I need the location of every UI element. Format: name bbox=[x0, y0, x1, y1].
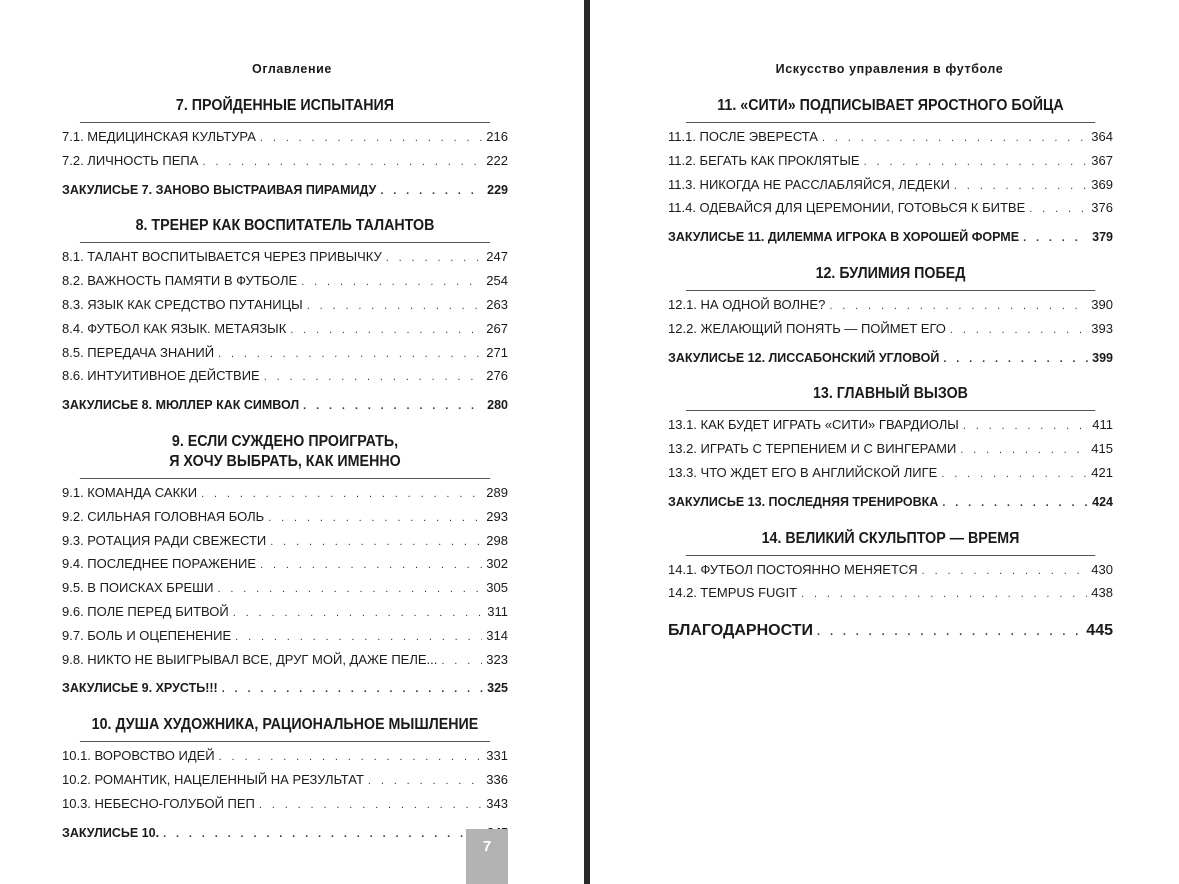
entry-page: 216 bbox=[486, 129, 508, 144]
entry-label: 11.2. БЕГАТЬ КАК ПРОКЛЯТЫЕ bbox=[668, 152, 860, 168]
dot-leader bbox=[268, 508, 482, 530]
toc-entry[interactable] bbox=[62, 294, 508, 318]
right-page bbox=[590, 0, 1179, 884]
entry-page: 421 bbox=[1091, 464, 1113, 480]
toc-entry[interactable] bbox=[62, 246, 508, 270]
running-head: Искусство управления в футболе bbox=[775, 62, 1004, 76]
entry-page: 254 bbox=[486, 273, 508, 289]
entry-label: 11.4. ОДЕВАЙСЯ ДЛЯ ЦЕРЕМОНИИ, ГОТОВЬСЯ К БИТВЕ bbox=[668, 200, 1026, 216]
entry-page: 311 bbox=[487, 603, 508, 619]
entry-page: 302 bbox=[486, 556, 508, 572]
entry-page: 438 bbox=[1091, 585, 1113, 601]
dot-leader bbox=[235, 627, 482, 649]
dot-leader bbox=[950, 320, 1087, 342]
entry-page: 343 bbox=[486, 795, 508, 811]
entry-label: 7.1. МЕДИЦИНСКАЯ КУЛЬТУРА bbox=[62, 129, 256, 144]
entry-page: 369 bbox=[1091, 176, 1113, 192]
toc-entry[interactable] bbox=[62, 530, 508, 554]
toc-entry[interactable] bbox=[62, 769, 508, 793]
chapter-title: 12. БУЛИМИЯ ПОБЕД bbox=[686, 264, 1095, 291]
chapter-8 bbox=[62, 216, 508, 418]
chapter-7 bbox=[62, 96, 508, 202]
dot-leader bbox=[270, 532, 482, 554]
toc-backstage-entry[interactable] bbox=[62, 823, 508, 846]
dot-leader bbox=[260, 128, 482, 150]
toc-entry[interactable] bbox=[62, 745, 508, 769]
entry-page: 305 bbox=[486, 580, 508, 596]
toc-entry[interactable] bbox=[62, 601, 508, 625]
chapter-title: 14. ВЕЛИКИЙ СКУЛЬПТОР — ВРЕМЯ bbox=[686, 529, 1095, 556]
entry-page: 325 bbox=[487, 681, 508, 696]
entry-label: ЗАКУЛИСЬЕ 8. МЮЛЛЕР КАК СИМВОЛ bbox=[62, 398, 300, 413]
entry-label: 14.1. ФУТБОЛ ПОСТОЯННО МЕНЯЕТСЯ bbox=[668, 561, 918, 577]
entry-page: 222 bbox=[486, 152, 508, 168]
dot-leader bbox=[960, 440, 1087, 462]
entry-label: БЛАГОДАРНОСТИ bbox=[668, 622, 814, 640]
entry-page: 445 bbox=[1086, 622, 1113, 640]
toc-backstage-entry[interactable] bbox=[62, 395, 508, 418]
entry-page: 411 bbox=[1092, 417, 1113, 433]
toc-entry[interactable] bbox=[62, 365, 508, 389]
dot-leader bbox=[218, 344, 482, 366]
toc-entry[interactable] bbox=[62, 793, 508, 817]
toc-entry[interactable] bbox=[62, 150, 508, 174]
entry-page: 229 bbox=[487, 182, 508, 197]
entry-page: 267 bbox=[486, 320, 508, 336]
toc-entry[interactable] bbox=[668, 294, 1113, 318]
dot-leader bbox=[922, 561, 1088, 583]
chapter-title: 13. ГЛАВНЫЙ ВЫЗОВ bbox=[686, 384, 1095, 411]
dot-leader bbox=[954, 176, 1087, 198]
toc-acknowledgments-entry[interactable] bbox=[668, 620, 1113, 644]
toc-entry[interactable] bbox=[62, 577, 508, 601]
dot-leader bbox=[301, 272, 482, 294]
chapter-11 bbox=[668, 96, 1113, 250]
entry-label: 14.2. TEMPUS FUGIT bbox=[668, 585, 798, 601]
entry-page: 393 bbox=[1091, 320, 1113, 336]
dot-leader bbox=[233, 603, 484, 625]
entry-label: 8.1. ТАЛАНТ ВОСПИТЫВАЕТСЯ ЧЕРЕЗ ПРИВЫЧКУ bbox=[62, 249, 382, 265]
entry-label: 9.4. ПОСЛЕДНЕЕ ПОРАЖЕНИЕ bbox=[62, 556, 257, 572]
entry-label: 13.2. ИГРАТЬ С ТЕРПЕНИЕМ И С ВИНГЕРАМИ bbox=[668, 441, 957, 457]
toc-entry[interactable] bbox=[62, 506, 508, 530]
dot-leader bbox=[801, 584, 1087, 606]
entry-page: 399 bbox=[1092, 350, 1113, 365]
entry-page: 336 bbox=[486, 771, 508, 787]
toc-entry[interactable] bbox=[62, 625, 508, 649]
dot-leader bbox=[386, 248, 483, 270]
toc-backstage-entry[interactable] bbox=[668, 227, 1113, 250]
entry-label: 12.2. ЖЕЛАЮЩИЙ ПОНЯТЬ — ПОЙМЕТ ЕГО bbox=[668, 320, 946, 336]
entry-label: 9.3. РОТАЦИЯ РАДИ СВЕЖЕСТИ bbox=[62, 532, 267, 548]
toc-entry[interactable] bbox=[668, 126, 1113, 150]
entry-page: 376 bbox=[1091, 200, 1113, 216]
dot-leader bbox=[303, 396, 483, 418]
dot-leader bbox=[264, 367, 483, 389]
chapter-title-line: Я ХОЧУ ВЫБРАТЬ, КАК ИМЕННО bbox=[169, 452, 401, 470]
table-of-contents bbox=[668, 96, 1113, 644]
dot-leader bbox=[963, 416, 1088, 438]
dot-leader bbox=[368, 771, 482, 793]
toc-entry[interactable] bbox=[668, 150, 1113, 174]
entry-label: 8.6. ИНТУИТИВНОЕ ДЕЙСТВИЕ bbox=[62, 368, 260, 384]
entry-label: 8.4. ФУТБОЛ КАК ЯЗЫК. МЕТАЯЗЫК bbox=[62, 320, 287, 336]
entry-label: 8.3. ЯЗЫК КАК СРЕДСТВО ПУТАНИЦЫ bbox=[62, 296, 303, 312]
entry-label: ЗАКУЛИСЬЕ 12. ЛИССАБОНСКИЙ УГЛОВОЙ bbox=[668, 350, 940, 365]
toc-entry[interactable] bbox=[62, 342, 508, 366]
chapter-10 bbox=[62, 715, 508, 845]
dot-leader bbox=[290, 320, 482, 342]
entry-page: 314 bbox=[486, 627, 508, 643]
toc-backstage-entry[interactable] bbox=[62, 678, 508, 701]
entry-page: 364 bbox=[1091, 129, 1113, 144]
dot-leader bbox=[864, 152, 1088, 174]
dot-leader bbox=[1029, 199, 1087, 221]
entry-page: 263 bbox=[486, 296, 508, 312]
dot-leader bbox=[202, 152, 482, 174]
chapter-title: 10. ДУША ХУДОЖНИКА, РАЦИОНАЛЬНОЕ МЫШЛЕНИЕ bbox=[80, 715, 490, 742]
toc-entry[interactable] bbox=[668, 197, 1113, 221]
entry-label: 12.1. НА ОДНОЙ ВОЛНЕ? bbox=[668, 296, 826, 312]
dot-leader bbox=[163, 824, 483, 846]
toc-entry[interactable] bbox=[668, 462, 1113, 486]
entry-page: 331 bbox=[486, 748, 508, 764]
entry-label: 10.1. ВОРОВСТВО ИДЕЙ bbox=[62, 748, 215, 764]
chapter-title bbox=[80, 432, 490, 479]
entry-label: 9.5. В ПОИСКАХ БРЕШИ bbox=[62, 580, 214, 596]
chapter-12 bbox=[668, 264, 1113, 370]
chapter-title: 8. ТРЕНЕР КАК ВОСПИТАТЕЛЬ ТАЛАНТОВ bbox=[80, 216, 490, 243]
entry-page: 367 bbox=[1091, 152, 1113, 168]
toc-entry[interactable] bbox=[668, 438, 1113, 462]
entry-label: 11.1. ПОСЛЕ ЭВЕРЕСТА bbox=[668, 129, 818, 144]
entry-label: 9.8. НИКТО НЕ ВЫИГРЫВАЛ ВСЕ, ДРУГ МОЙ, ДАЖЕ ПЕЛЕ... bbox=[62, 651, 438, 667]
dot-leader bbox=[259, 795, 482, 817]
entry-page: 271 bbox=[486, 344, 508, 360]
entry-label: 11.3. НИКОГДА НЕ РАССЛАБЛЯЙСЯ, ЛЕДЕКИ bbox=[668, 176, 950, 192]
toc-entry[interactable] bbox=[668, 582, 1113, 606]
entry-label: ЗАКУЛИСЬЕ 13. ПОСЛЕДНЯЯ ТРЕНИРОВКА bbox=[668, 494, 939, 509]
entry-page: 379 bbox=[1092, 230, 1113, 245]
entry-page: 247 bbox=[486, 249, 508, 265]
entry-label: 13.3. ЧТО ЖДЕТ ЕГО В АНГЛИЙСКОЙ ЛИГЕ bbox=[668, 464, 938, 480]
entry-label: 10.2. РОМАНТИК, НАЦЕЛЕННЫЙ НА РЕЗУЛЬТАТ bbox=[62, 771, 364, 787]
entry-page: 276 bbox=[486, 368, 508, 384]
dot-leader bbox=[941, 464, 1087, 486]
toc-backstage-entry[interactable] bbox=[668, 492, 1113, 515]
entry-label: 8.5. ПЕРЕДАЧА ЗНАНИЙ bbox=[62, 344, 215, 360]
entry-label: 7.2. ЛИЧНОСТЬ ПЕПА bbox=[62, 152, 199, 168]
entry-label: 9.6. ПОЛЕ ПЕРЕД БИТВОЙ bbox=[62, 603, 229, 619]
toc-entry[interactable] bbox=[62, 126, 508, 150]
entry-page: 323 bbox=[486, 651, 508, 667]
dot-leader bbox=[942, 493, 1088, 515]
toc-entry[interactable] bbox=[62, 553, 508, 577]
toc-entry[interactable] bbox=[668, 559, 1113, 583]
chapter-13 bbox=[668, 384, 1113, 514]
entry-page: 390 bbox=[1091, 296, 1113, 312]
dot-leader bbox=[822, 128, 1087, 150]
toc-entry[interactable] bbox=[62, 270, 508, 294]
entry-label: ЗАКУЛИСЬЕ 10. bbox=[62, 825, 160, 840]
toc-backstage-entry[interactable] bbox=[62, 180, 508, 203]
dot-leader bbox=[441, 651, 482, 673]
left-page bbox=[0, 0, 584, 884]
table-of-contents bbox=[62, 96, 508, 859]
dot-leader bbox=[817, 622, 1082, 644]
dot-leader bbox=[943, 349, 1088, 371]
entry-label: 9.1. КОМАНДА САККИ bbox=[62, 484, 198, 500]
toc-entry[interactable] bbox=[62, 318, 508, 342]
dot-leader bbox=[380, 181, 483, 203]
chapter-title: 7. ПРОЙДЕННЫЕ ИСПЫТАНИЯ bbox=[80, 96, 490, 123]
entry-page: 293 bbox=[486, 508, 508, 524]
entry-page: 424 bbox=[1092, 494, 1113, 509]
entry-label: ЗАКУЛИСЬЕ 7. ЗАНОВО ВЫСТРАИВАЯ ПИРАМИДУ bbox=[62, 182, 377, 197]
entry-page: 280 bbox=[487, 398, 508, 413]
running-head: Оглавление bbox=[252, 62, 332, 76]
toc-entry[interactable] bbox=[62, 482, 508, 506]
toc-entry[interactable] bbox=[668, 318, 1113, 342]
entry-label: 9.2. СИЛЬНАЯ ГОЛОВНАЯ БОЛЬ bbox=[62, 508, 265, 524]
chapter-title: 11. «СИТИ» ПОДПИСЫВАЕТ ЯРОСТНОГО БОЙЦА bbox=[686, 96, 1095, 123]
entry-page: 289 bbox=[486, 484, 508, 500]
chapter-9 bbox=[62, 432, 508, 701]
toc-entry[interactable] bbox=[668, 174, 1113, 198]
toc-backstage-entry[interactable] bbox=[668, 348, 1113, 371]
dot-leader bbox=[201, 484, 482, 506]
dot-leader bbox=[222, 679, 483, 701]
entry-label: 13.1. КАК БУДЕТ ИГРАТЬ «СИТИ» ГВАРДИОЛЫ bbox=[668, 417, 959, 433]
entry-label: 8.2. ВАЖНОСТЬ ПАМЯТИ В ФУТБОЛЕ bbox=[62, 273, 298, 289]
page-number: 7 bbox=[466, 829, 508, 884]
dot-leader bbox=[219, 747, 483, 769]
dot-leader bbox=[307, 296, 483, 318]
toc-entry[interactable] bbox=[62, 649, 508, 673]
entry-page: 415 bbox=[1091, 441, 1113, 457]
entry-page: 298 bbox=[486, 532, 508, 548]
entry-page: 430 bbox=[1091, 561, 1113, 577]
entry-label: ЗАКУЛИСЬЕ 9. ХРУСТЬ!!! bbox=[62, 681, 218, 696]
entry-label: 9.7. БОЛЬ И ОЦЕПЕНЕНИЕ bbox=[62, 627, 232, 643]
dot-leader bbox=[260, 555, 482, 577]
chapter-14 bbox=[668, 529, 1113, 607]
chapter-title-line: 9. ЕСЛИ СУЖДЕНО ПРОИГРАТЬ, bbox=[171, 432, 399, 450]
dot-leader bbox=[217, 579, 482, 601]
entry-label: 10.3. НЕБЕСНО-ГОЛУБОЙ ПЕП bbox=[62, 795, 255, 811]
toc-entry[interactable] bbox=[668, 414, 1113, 438]
dot-leader bbox=[1023, 228, 1088, 250]
dot-leader bbox=[829, 296, 1087, 318]
entry-label: ЗАКУЛИСЬЕ 11. ДИЛЕММА ИГРОКА В ХОРОШЕЙ ФОРМЕ bbox=[668, 230, 1020, 245]
